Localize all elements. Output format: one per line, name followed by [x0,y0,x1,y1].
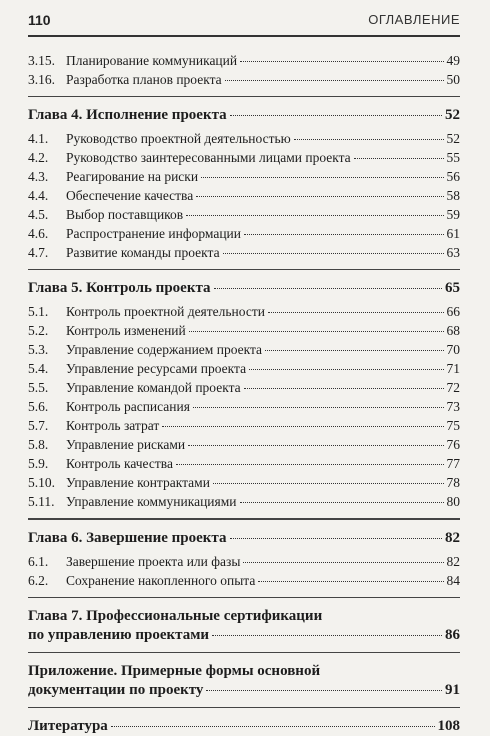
chapter-heading [28,607,460,645]
entry-number: 4.7. [28,245,49,261]
literature-heading [28,717,460,736]
chapter-title: Глава 4. Исполнение проекта [28,107,227,124]
section-divider [28,96,460,97]
entry-title: Контроль затрат [66,418,160,434]
entry-number: 5.7. [28,418,49,434]
chapter-page: 82 [445,529,460,546]
entry-title: Контроль расписания [66,399,190,415]
entry-page: 80 [446,494,460,510]
entry-number: 4.1. [28,131,49,147]
toc-entry [28,321,460,340]
table-of-contents [28,51,460,736]
dot-leader [223,253,444,254]
running-title: ОГЛАВЛЕНИЕ [368,12,460,27]
entry-number: 5.4. [28,361,49,377]
header-rule [28,35,460,37]
toc-entry [28,51,460,70]
toc-entry [28,167,460,186]
entry-page: 76 [446,437,460,453]
entry-page: 72 [446,380,460,396]
dot-leader [196,196,443,197]
toc-entry [28,454,460,473]
toc-entry [28,378,460,397]
chapter-heading [28,279,460,298]
dot-leader [213,483,444,484]
entry-number: 4.2. [28,150,49,166]
toc-entry [28,552,460,571]
page-number: 110 [28,12,51,28]
entry-title: Управление ресурсами проекта [66,361,247,377]
entry-number: 5.10. [28,475,55,491]
entry-number: 5.1. [28,304,49,320]
entry-title: Управление контрактами [66,475,210,491]
dot-leader [189,331,444,332]
entry-title: Обеспечение качества [66,188,194,204]
entry-number: 5.11. [28,494,55,510]
section-divider [28,652,460,653]
chapter-page: 86 [445,626,460,643]
entry-page: 70 [446,342,460,358]
dot-leader [206,690,442,691]
entry-number: 6.2. [28,572,49,588]
entry-page: 78 [446,475,460,491]
section-divider [28,597,460,598]
chapter-title: Глава 5. Контроль проекта [28,280,211,297]
entry-page: 84 [446,572,460,588]
entry-number: 5.6. [28,399,49,415]
toc-entry [28,148,460,167]
toc-entry [28,492,460,511]
entry-number: 4.4. [28,188,49,204]
dot-leader [212,635,442,636]
dot-leader [111,726,435,727]
entry-title: Планирование коммуникаций [66,53,238,68]
dot-leader [193,407,444,408]
entry-number: 3.16. [28,72,55,87]
entry-number: 4.3. [28,169,49,185]
entry-page: 59 [446,207,460,223]
entry-title: Контроль проектной деятельности [66,304,265,320]
toc-entry [28,397,460,416]
dot-leader [354,158,444,159]
entry-number: 5.3. [28,342,49,358]
entry-title: Развитие команды проекта [66,245,220,261]
entry-page: 50 [446,72,460,87]
entry-page: 66 [446,304,460,320]
entry-page: 61 [446,226,460,242]
chapter-title: Глава 6. Завершение проекта [28,529,227,546]
section-divider [28,707,460,708]
toc-entry [28,571,460,590]
entry-number: 5.8. [28,437,49,453]
chapter-title-line1: Глава 7. Профессиональные сертификации [28,607,323,624]
chapter-title-line2: по управлению проектами [28,626,210,643]
toc-entry [28,416,460,435]
chapter-heading [28,106,460,125]
entry-number: 5.2. [28,323,49,339]
chapter-page: 52 [445,107,460,124]
entry-number: 5.9. [28,456,49,472]
dot-leader [244,234,444,235]
literature-title: Литература [28,718,108,735]
entry-title: Руководство проектной деятельностью [66,131,291,147]
dot-leader [230,115,442,116]
dot-leader [240,502,444,503]
chapter-page: 65 [445,280,460,297]
entry-title: Завершение проекта или фазы [66,553,241,569]
entry-page: 77 [446,456,460,472]
entry-number: 6.1. [28,553,49,569]
dot-leader [225,80,444,81]
entry-number: 3.15. [28,53,55,68]
entry-number: 4.6. [28,226,49,242]
toc-entry [28,302,460,321]
entry-title: Сохранение накопленного опыта [66,572,256,588]
toc-entry [28,435,460,454]
appendix-heading [28,662,460,700]
dot-leader [240,61,443,62]
dot-leader [249,369,443,370]
entry-number: 4.5. [28,207,49,223]
entry-page: 63 [446,245,460,261]
appendix-page: 91 [445,681,460,698]
appendix-title-line1: Приложение. Примерные формы основной [28,662,321,679]
section-divider [28,269,460,270]
dot-leader [258,581,443,582]
toc-entry [28,205,460,224]
entry-page: 58 [446,188,460,204]
dot-leader [176,464,444,465]
dot-leader [186,215,443,216]
dot-leader [265,350,443,351]
toc-entry [28,224,460,243]
entry-page: 49 [446,53,460,68]
entry-page: 73 [446,399,460,415]
toc-entry [28,359,460,378]
dot-leader [268,312,444,313]
entry-title: Управление содержанием проекта [66,342,263,358]
toc-entry [28,70,460,89]
literature-page: 108 [437,718,460,735]
entry-page: 68 [446,323,460,339]
entry-title: Управление коммуникациями [66,494,237,510]
entry-title: Управление рисками [66,437,186,453]
toc-entry [28,186,460,205]
entry-title: Управление командой проекта [66,380,241,396]
entry-title: Распространение информации [66,226,241,242]
dot-leader [294,139,444,140]
entry-page: 56 [446,169,460,185]
toc-entry [28,243,460,262]
entry-title: Контроль изменений [66,323,186,339]
dot-leader [243,562,443,563]
entry-page: 52 [446,131,460,147]
dot-leader [188,445,443,446]
dot-leader [230,538,443,539]
appendix-title-line2: документации по проекту [28,681,204,698]
section-divider [28,518,460,519]
dot-leader [244,388,444,389]
entry-title: Контроль качества [66,456,173,472]
entry-page: 71 [446,361,460,377]
entry-number: 5.5. [28,380,49,396]
entry-title: Руководство заинтересованными лицами проекта [66,150,351,166]
entry-title: Разработка планов проекта [66,72,222,87]
dot-leader [162,426,443,427]
entry-page: 82 [446,553,460,569]
toc-entry [28,473,460,492]
chapter-heading [28,529,460,548]
dot-leader [214,288,442,289]
entry-title: Реагирование на риски [66,169,199,185]
toc-entry [28,129,460,148]
entry-page: 55 [446,150,460,166]
entry-page: 75 [446,418,460,434]
dot-leader [201,177,443,178]
entry-title: Выбор поставщиков [66,207,184,223]
toc-entry [28,340,460,359]
